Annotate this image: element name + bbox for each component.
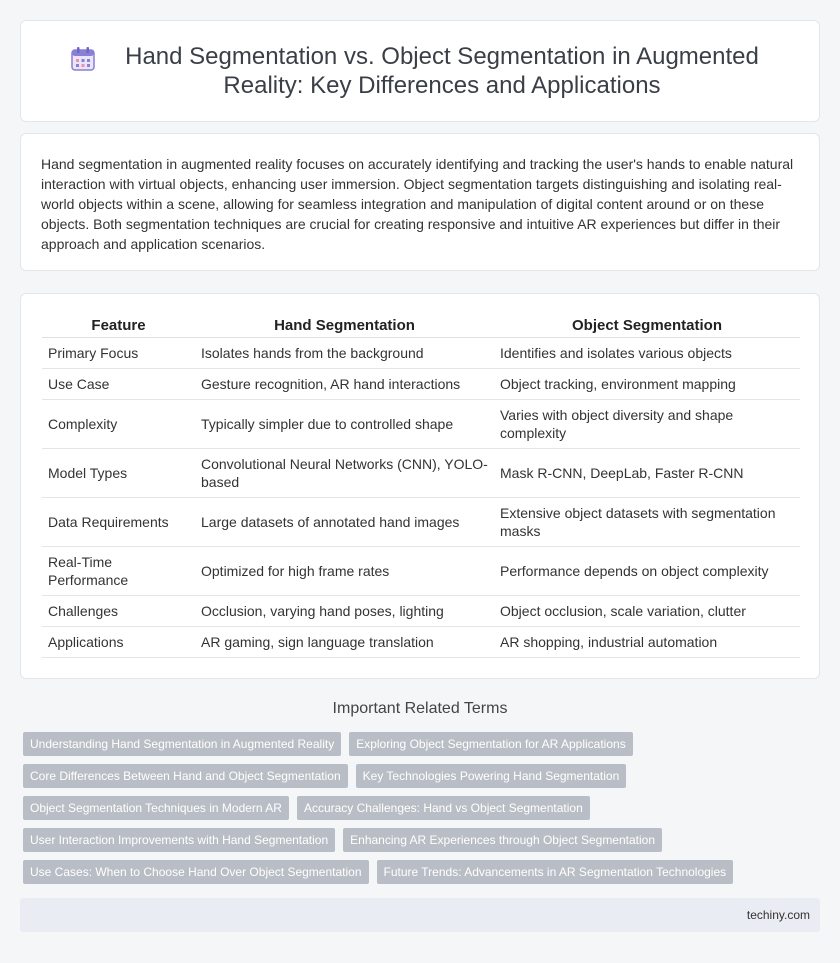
hand-cell: Convolutional Neural Networks (CNN), YOLO-based: [195, 449, 494, 498]
object-cell: Identifies and isolates various objects: [494, 338, 800, 369]
hand-cell: Typically simpler due to controlled shape: [195, 400, 494, 449]
object-cell: Mask R-CNN, DeepLab, Faster R-CNN: [494, 449, 800, 498]
tag-row: [23, 732, 823, 756]
object-cell: Extensive object datasets with segmentation masks: [494, 498, 800, 547]
object-cell: Object occlusion, scale variation, clutter: [494, 596, 800, 627]
header-hand-segmentation: Hand Segmentation: [195, 312, 494, 338]
related-term-link[interactable]: Enhancing AR Experiences through Object Segmentation: [343, 828, 662, 852]
object-cell: Object tracking, environment mapping: [494, 369, 800, 400]
comparison-card: [20, 293, 820, 679]
related-term-link[interactable]: User Interaction Improvements with Hand Segmentation: [23, 828, 335, 852]
related-term-link[interactable]: Future Trends: Advancements in AR Segmentation Technologies: [377, 860, 734, 884]
tag-row: [23, 828, 823, 852]
table-row: [42, 596, 800, 627]
hand-cell: Occlusion, varying hand poses, lighting: [195, 596, 494, 627]
feature-cell: Data Requirements: [42, 498, 195, 547]
table-row: [42, 338, 800, 369]
feature-cell: Primary Focus: [42, 338, 195, 369]
hand-cell: Optimized for high frame rates: [195, 547, 494, 596]
related-term-link[interactable]: Object Segmentation Techniques in Modern AR: [23, 796, 289, 820]
table-row: [42, 369, 800, 400]
table-row: [42, 449, 800, 498]
header-object-segmentation: Object Segmentation: [494, 312, 800, 338]
table-row: [42, 498, 800, 547]
related-terms-list: [23, 732, 823, 892]
related-term-link[interactable]: Key Technologies Powering Hand Segmentation: [356, 764, 627, 788]
object-cell: Varies with object diversity and shape complexity: [494, 400, 800, 449]
footer-site-link[interactable]: techiny.com: [746, 908, 810, 922]
hand-cell: AR gaming, sign language translation: [195, 627, 494, 658]
feature-cell: Applications: [42, 627, 195, 658]
footer: [20, 898, 820, 932]
related-term-link[interactable]: Exploring Object Segmentation for AR Applications: [349, 732, 632, 756]
page-title: Hand Segmentation vs. Object Segmentation in Augmented Reality: Key Differences and Applications: [125, 43, 759, 99]
comparison-table: [42, 312, 800, 658]
header-feature: Feature: [42, 312, 195, 338]
feature-cell: Model Types: [42, 449, 195, 498]
table-row: [42, 400, 800, 449]
tag-row: [23, 860, 823, 884]
feature-cell: Complexity: [42, 400, 195, 449]
object-cell: Performance depends on object complexity: [494, 547, 800, 596]
related-term-link[interactable]: Core Differences Between Hand and Object Segmentation: [23, 764, 348, 788]
hand-cell: Gesture recognition, AR hand interactions: [195, 369, 494, 400]
object-cell: AR shopping, industrial automation: [494, 627, 800, 658]
related-term-link[interactable]: Accuracy Challenges: Hand vs Object Segmentation: [297, 796, 590, 820]
tag-row: [23, 764, 823, 788]
related-terms-heading: Important Related Terms: [332, 700, 508, 717]
title-wrap: [70, 42, 770, 100]
table-row: [42, 627, 800, 658]
table-header-row: [42, 312, 800, 338]
hand-cell: Isolates hands from the background: [195, 338, 494, 369]
intro-paragraph: Hand segmentation in augmented reality focuses on accurately identifying and tracking the user's hands to enable natural interaction with virtual objects, enhancing user immersion. Object segmentation targets distinguishing and isolating real-world objects within a scene, allowing for seamless integration and manipulation of digital content around or on these objects. Both segmentation techniques are crucial for creating responsive and intuitive AR experiences but differ in their approach and application scenarios.: [41, 156, 794, 252]
hand-cell: Large datasets of annotated hand images: [195, 498, 494, 547]
related-term-link[interactable]: Use Cases: When to Choose Hand Over Object Segmentation: [23, 860, 369, 884]
feature-cell: Challenges: [42, 596, 195, 627]
feature-cell: Real-Time Performance: [42, 547, 195, 596]
intro-card: [20, 133, 820, 271]
related-term-link[interactable]: Understanding Hand Segmentation in Augmented Reality: [23, 732, 341, 756]
table-row: [42, 547, 800, 596]
calendar-icon: [70, 46, 96, 72]
feature-cell: Use Case: [42, 369, 195, 400]
title-card: [20, 20, 820, 122]
tag-row: [23, 796, 823, 820]
